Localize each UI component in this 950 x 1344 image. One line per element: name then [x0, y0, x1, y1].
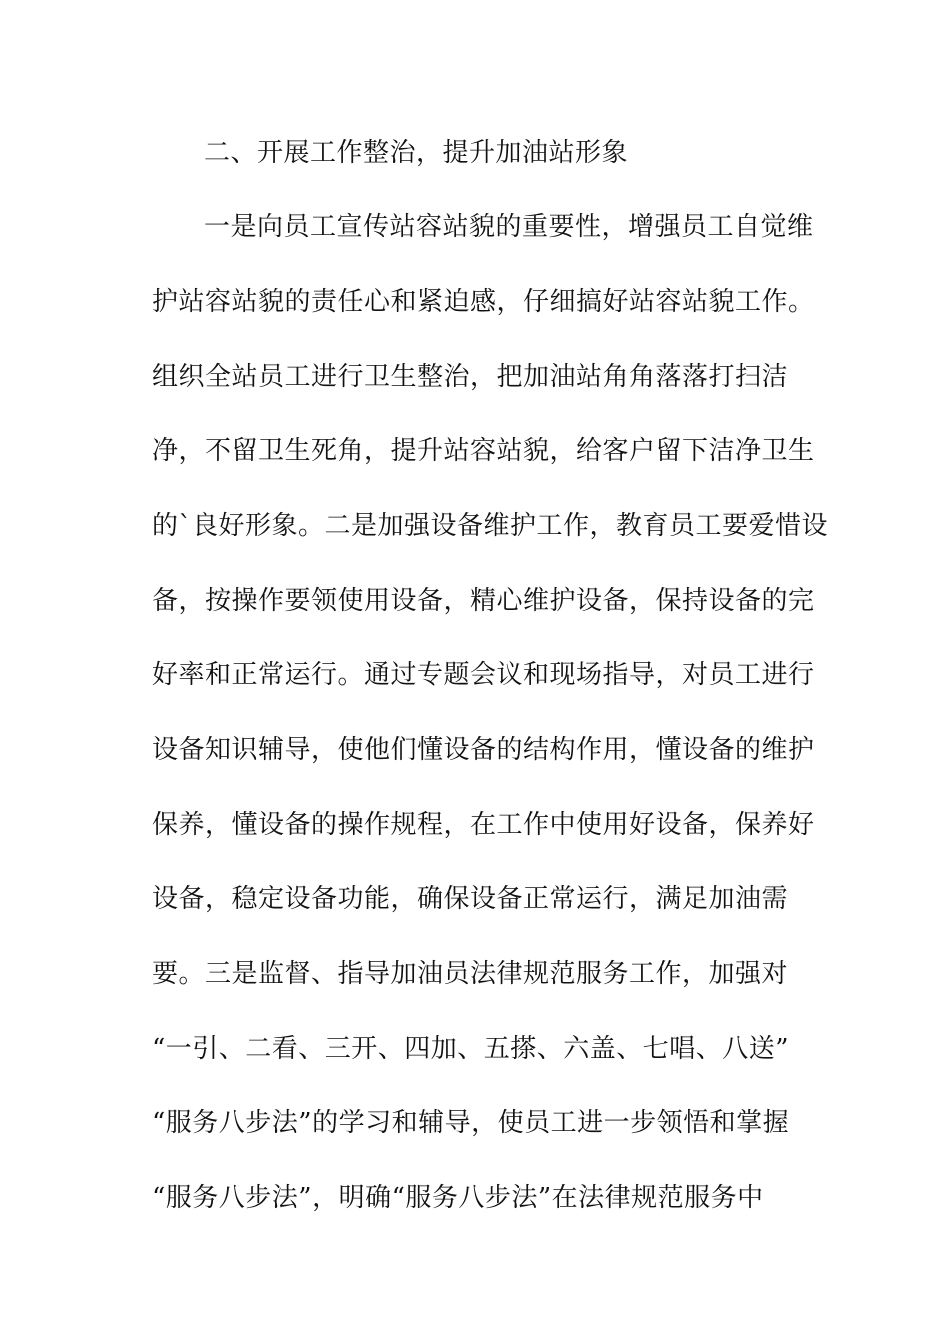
paragraph-line: 备，按操作要领使用设备，精心维护设备，保持设备的完 [152, 586, 815, 616]
paragraph-line: “服务八步法”，明确“服务八步法”在法律规范服务中 [152, 1183, 764, 1213]
paragraph-line: “一引、二看、三开、四加、五搽、六盖、七唱、八送” [152, 1034, 790, 1064]
section-heading: 二、开展工作整治，提升加油站形象 [204, 138, 629, 168]
paragraph-line: 的`良好形象。二是加强设备维护工作，教育员工要爱惜设 [152, 511, 829, 541]
paragraph-line: 设备，稳定设备功能，确保设备正常运行，满足加油需 [152, 884, 789, 914]
paragraph-line: 要。三是监督、指导加油员法律规范服务工作，加强对 [152, 959, 789, 989]
paragraph-line: 护站容站貌的责任心和紧迫感，仔细搞好站容站貌工作。 [152, 287, 815, 317]
paragraph-line: 设备知识辅导，使他们懂设备的结构作用，懂设备的维护 [152, 735, 815, 765]
paragraph-line: “服务八步法”的学习和辅导，使员工进一步领悟和掌握 [152, 1108, 790, 1138]
paragraph-line: 保养，懂设备的操作规程，在工作中使用好设备，保养好 [152, 810, 815, 840]
paragraph-line: 组织全站员工进行卫生整治，把加油站角角落落打扫洁 [152, 362, 789, 392]
paragraph-line: 净，不留卫生死角，提升站容站貌，给客户留下洁净卫生 [152, 436, 815, 466]
paragraph-line: 一是向员工宣传站容站貌的重要性，增强员工自觉维 [204, 212, 814, 242]
paragraph-line: 好率和正常运行。通过专题会议和现场指导，对员工进行 [152, 660, 815, 690]
